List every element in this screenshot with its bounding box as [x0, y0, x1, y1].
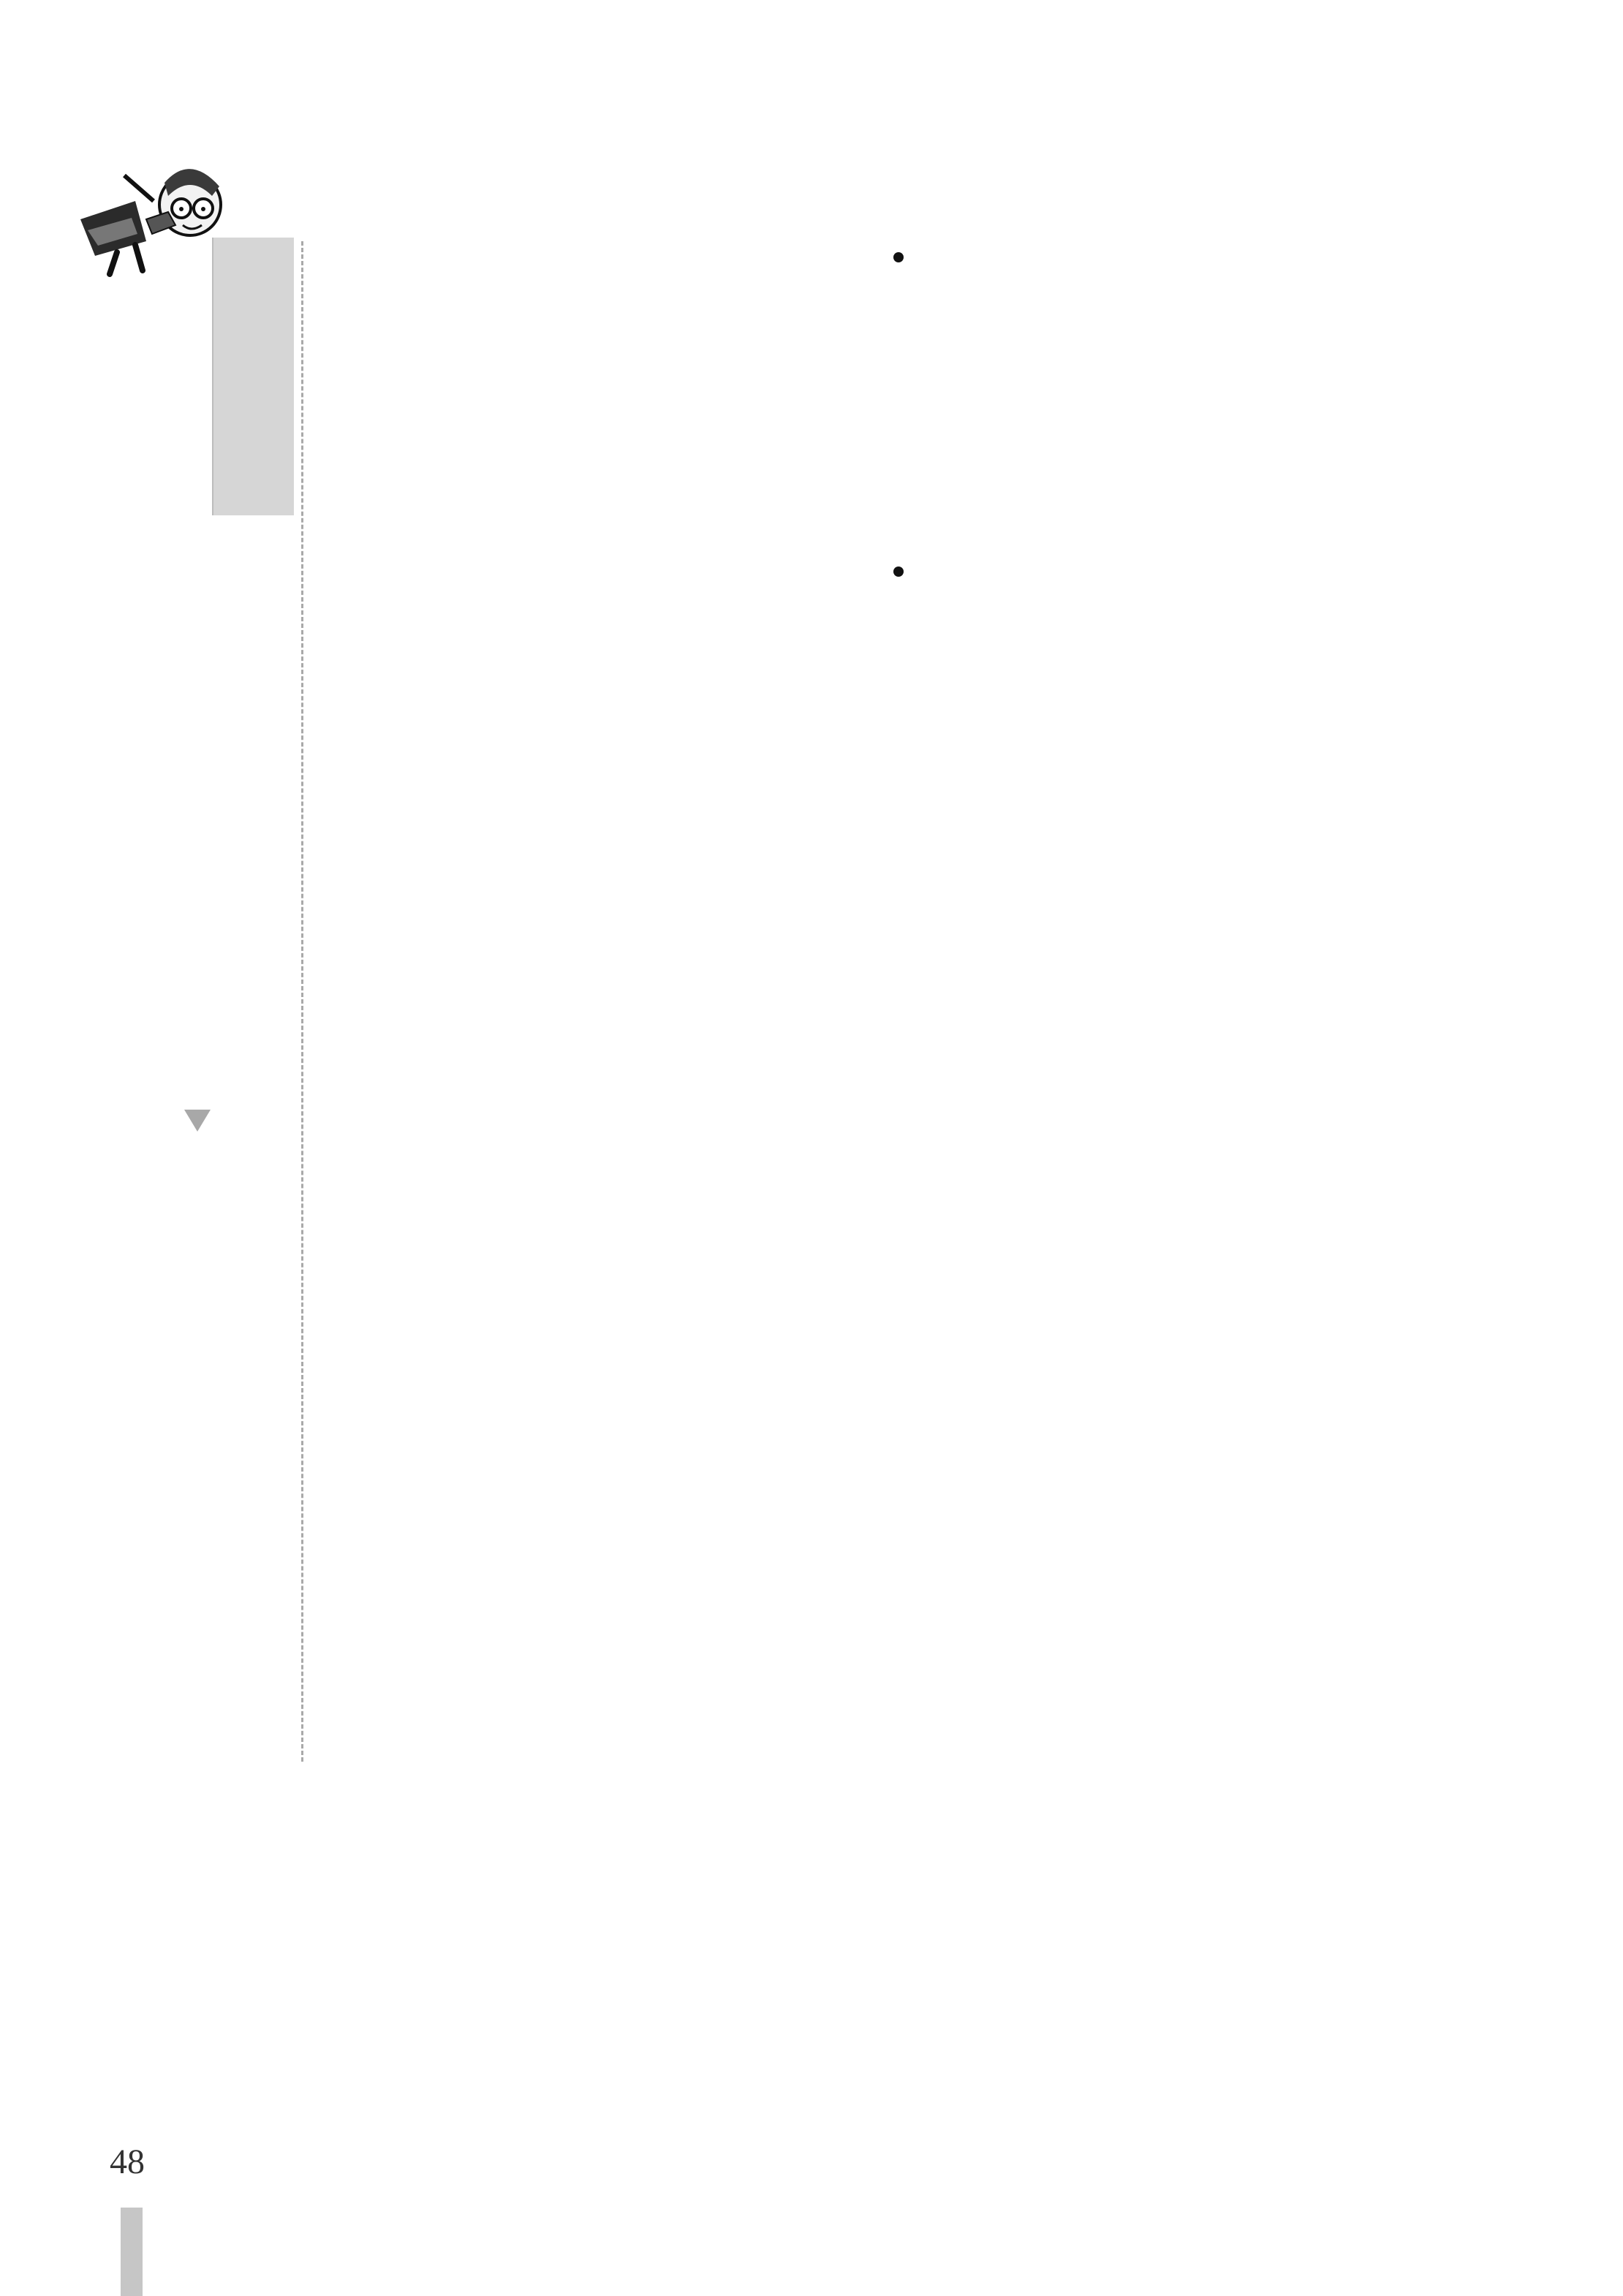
- verse-line: [380, 249, 414, 1754]
- prose-column: [972, 241, 1007, 1762]
- margin-tab: [121, 2208, 143, 2296]
- bullet-mark: [893, 567, 904, 577]
- verse-line: [705, 249, 739, 1754]
- verse-line: [793, 249, 827, 1754]
- prose-column: [1020, 241, 1055, 1762]
- prose-column: [1352, 241, 1388, 1762]
- prose-column: [1400, 241, 1435, 1762]
- prose-column: [1495, 241, 1530, 1762]
- verse-line: [523, 249, 556, 1754]
- prose-column: [1257, 241, 1293, 1762]
- mascot-icon: [66, 132, 234, 278]
- prose-column: [1162, 241, 1198, 1762]
- triangle-down-icon: [184, 1110, 211, 1132]
- section-title: [227, 519, 285, 1659]
- running-header: [110, 241, 143, 1104]
- bullet-mark: [893, 252, 904, 262]
- verse-line: [475, 249, 509, 1754]
- verse-line: [333, 249, 366, 1754]
- prose-heading: [888, 278, 917, 556]
- verse-line: [618, 249, 651, 1754]
- prose-column: [1305, 241, 1340, 1762]
- verse-line: [852, 249, 885, 380]
- chapter-title: [213, 238, 254, 515]
- verse-line: [428, 249, 461, 1754]
- page-number: 48: [110, 2142, 145, 2181]
- dashed-divider: [301, 241, 303, 1762]
- prose-column: [1448, 241, 1483, 1762]
- prose-column: [1115, 241, 1150, 1762]
- prose-column: [1210, 241, 1245, 1762]
- verse-line: [570, 249, 604, 1754]
- verse-line: [749, 249, 783, 1287]
- verse-line: [662, 249, 695, 1754]
- prose-column: [1067, 241, 1102, 1762]
- chapter-title-box: [212, 238, 294, 515]
